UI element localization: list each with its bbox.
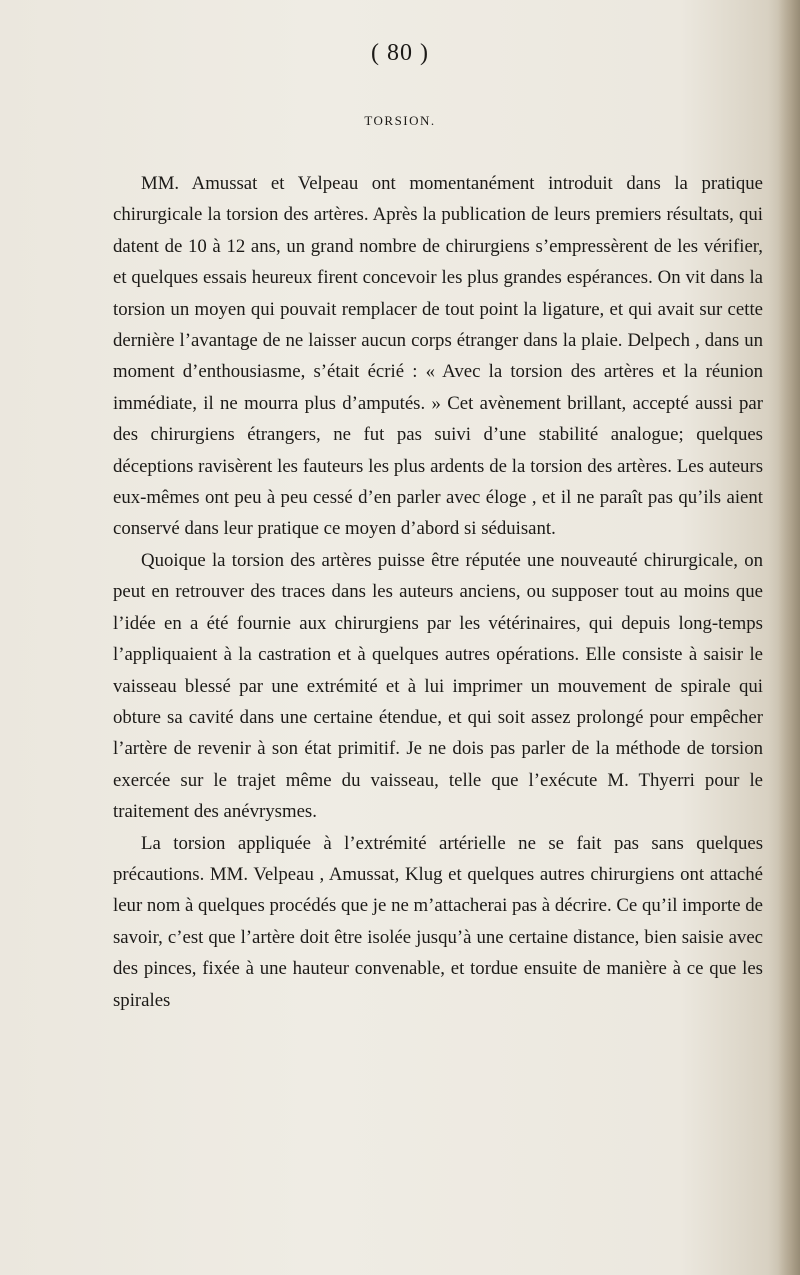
page-edge-shadow bbox=[778, 0, 800, 1275]
paragraph-3: La torsion appliquée à l’extrémité artérielle ne se fait pas sans quelques précautions. MM. Velpeau , Amussat, Klug et quelques autres chirurgiens ont attaché leur nom à quelques procédés que je ne m’attacherai pas à décrire. Ce qu’il importe de savoir, c’est que l’artère doit être isolée jusqu’à une certaine distance, bien saisie avec des pinces, fixée à une hauteur convenable, et tordue ensuite de manière à ce que les spirales bbox=[113, 832, 763, 1011]
page-number: ( 80 ) bbox=[371, 40, 429, 66]
paragraph-2: Quoique la torsion des artères puisse être réputée une nouveauté chirurgicale, on peut en retrouver des traces dans les auteurs anciens, ou supposer tout au moins que l’idée en a été fournie aux chirurgiens par les vétérinaires, qui depuis long-temps l’appliquaient à la castration et à quelques autres opérations. Elle consiste à saisir le vaisseau blessé par une extrémité et à lui imprimer un mouvement de spirale qui obture sa cavité dans une certaine étendue, et qui soit assez prolongé pour empêcher l’artère de revenir à son état primitif. Je ne dois pas parler de la méthode de torsion exercée sur le trajet même du vaisseau, telle que l’exécute M. Thyerri pour le traitement des anévrysmes. bbox=[113, 549, 763, 823]
running-head: TORSION. bbox=[364, 113, 436, 128]
body-text bbox=[113, 168, 763, 1016]
paragraph-1: MM. Amussat et Velpeau ont momentanément introduit dans la pratique chirurgicale la torsion des artères. Après la publication de leurs premiers résultats, qui datent de 10 à 12 ans, un grand nombre de chirurgiens s’empressèrent de les vérifier, et quelques essais heureux firent concevoir les plus grandes espérances. On vit dans la torsion un moyen qui pouvait remplacer de tout point la ligature, et qui avait sur cette dernière l’avantage de ne laisser aucun corps étranger dans la plaie. Delpech , dans un moment d’enthousiasme, s’était écrié : « Avec la torsion des artères et la réunion immédiate, il ne mourra plus d’amputés. » Cet avènement brillant, accepté aussi par des chirurgiens étrangers, ne fut pas suivi d’une stabilité analogue; quelques déceptions ravisèrent les fauteurs les plus ardents de la torsion des artères. Les auteurs eux-mêmes ont peu à peu cessé d’en parler avec éloge , et il ne paraît pas qu’ils aient conservé dans leur pratique ce moyen d’abord si séduisant. bbox=[113, 173, 763, 540]
